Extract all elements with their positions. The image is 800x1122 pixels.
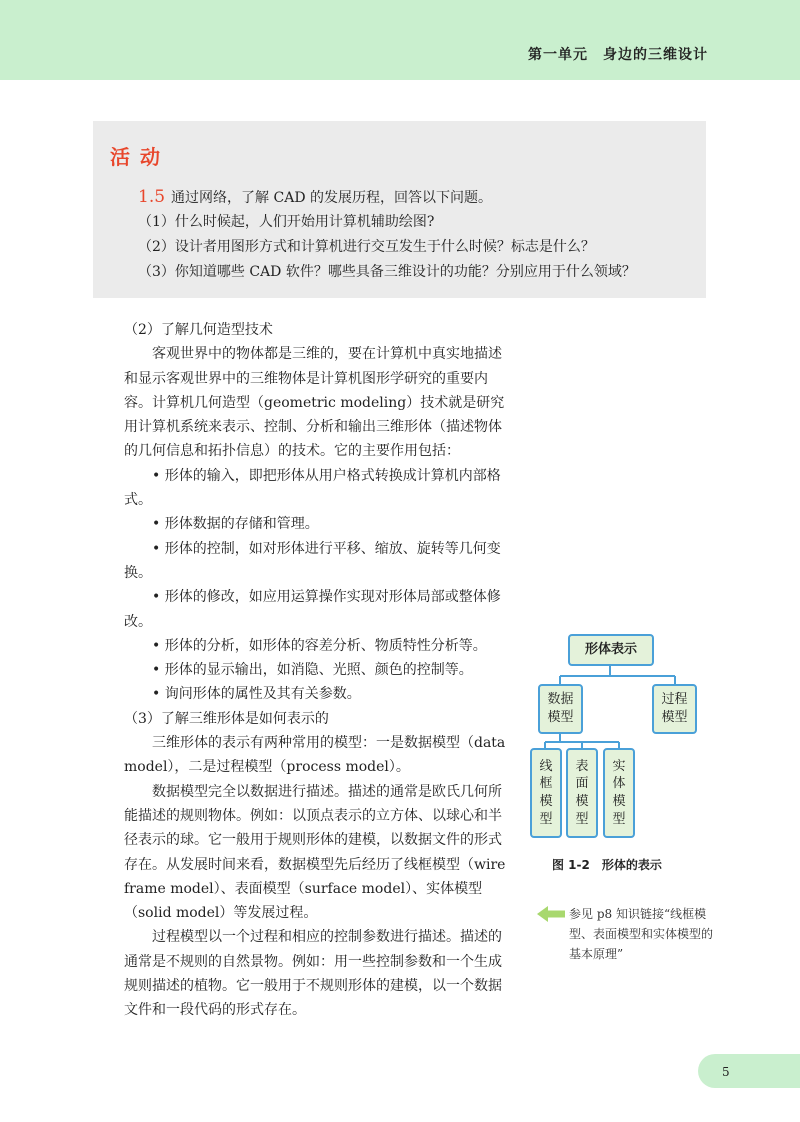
bullet-item: • 形体数据的存储和管理。: [152, 516, 319, 533]
activity-number: 1.5: [138, 187, 166, 207]
node-wireframe-model: 线 框 模 型: [530, 748, 562, 838]
paragraph-models: 三维形体的表示有两种常用的模型：一是数据模型（data model），二是过程模型（process model）。: [124, 735, 506, 776]
page-number: 5: [722, 1065, 730, 1079]
activity-task: [138, 187, 492, 207]
figure-caption: 图 1-2 形体的表示: [552, 858, 662, 872]
node-data-model: 数据 模型: [538, 684, 583, 734]
shape-representation-diagram: [525, 628, 725, 853]
paragraph-geometric-modeling: 客观世界中的物体都是三维的，要在计算机中真实地描述和显示客观世界中的三维物体是计算机图形学研究的重要内容。计算机几何造型（geometric modeling）技术就是研究用计算机系统来表示、控制、分析和输出三维形体（描述物体的几何信息和拓扑信息）的技术。它的主要作用包括：: [124, 346, 505, 460]
bullet-item: • 形体的显示输出，如消隐、光照、颜色的控制等。: [152, 662, 473, 679]
paragraph-process-model: 过程模型以一个过程和相应的控制参数进行描述。描述的通常是不规则的自然景物。例如：用一些控制参数和一个生成规则描述的植物。它一般用于不规则形体的建模，以一个数据文件和一段代码的形式存在。: [124, 929, 502, 1019]
node-surface-model: 表 面 模 型: [566, 748, 598, 838]
bullet-item: • 询问形体的属性及其有关参数。: [152, 686, 361, 703]
main-text: [124, 318, 506, 1023]
bullet-item: • 形体的修改，如应用运算操作实现对形体局部或整体修改。: [124, 589, 501, 630]
bullet-item: • 形体的控制，如对形体进行平移、缩放、旋转等几何变换。: [124, 540, 501, 581]
side-note: 参见 p8 知识链接“线框模型、表面模型和实体模型的基本原理”: [569, 907, 714, 961]
node-shape-representation: 形体表示: [568, 634, 654, 666]
unit-title: 第一单元 身边的三维设计: [528, 47, 708, 63]
bullet-item: • 形体的输入，即把形体从用户格式转换成计算机内部格式。: [124, 467, 501, 509]
page-number-tab: [698, 1054, 800, 1088]
section-heading-3: （3）了解三维形体是如何表示的: [124, 710, 329, 727]
activity-question-2: （2）设计者用图形方式和计算机进行交互发生于什么时候？标志是什么？: [138, 239, 595, 255]
section-heading-2: （2）了解几何造型技术: [124, 322, 273, 338]
activity-question-3: （3）你知道哪些 CAD 软件？哪些具备三维设计的功能？分别应用于什么领域？: [138, 264, 636, 280]
activity-box: [93, 121, 706, 298]
activity-question-1: （1）什么时候起，人们开始用计算机辅助绘图?: [138, 214, 435, 230]
header-band: [0, 0, 800, 80]
arrow-left-icon: [537, 906, 565, 922]
node-process-model: 过程 模型: [652, 684, 697, 734]
activity-title: 活动: [110, 145, 170, 169]
bullet-item: • 形体的分析，如形体的容差分析、物质特性分析等。: [152, 637, 487, 654]
node-solid-model: 实 体 模 型: [603, 748, 635, 838]
activity-intro: 通过网络，了解 CAD 的发展历程，回答以下问题。: [171, 190, 492, 206]
paragraph-data-model: 数据模型完全以数据进行描述。描述的通常是欧氏几何所能描述的规则物体。例如：以顶点表示的立方体、以球心和半径表示的球。它一般用于规则形体的建模，以数据文件的形式存在。从发展时间来看，数据模型先后经历了线框模型（wire frame model）、表面模型（surface model）、实体模型（solid model）等发展过程。: [124, 783, 506, 922]
